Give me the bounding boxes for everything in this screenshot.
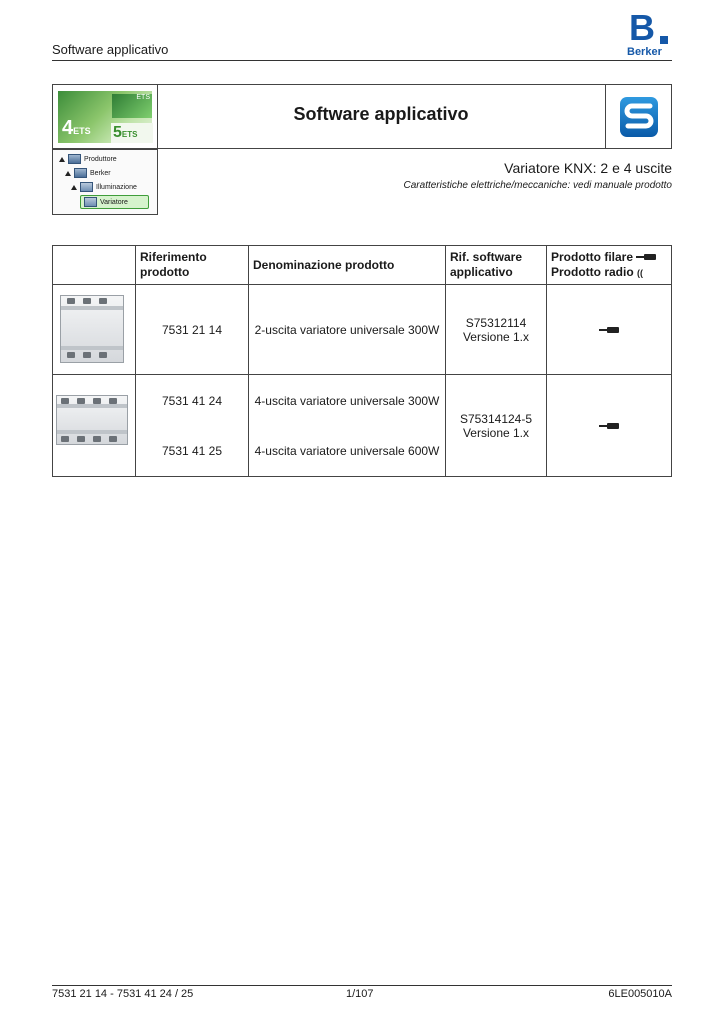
- expand-triangle-icon: [71, 185, 77, 190]
- col-header-type: Prodotto filare Prodotto radio ((: [547, 246, 672, 285]
- footer-product-refs: 7531 21 14 - 7531 41 24 / 25: [52, 988, 194, 1000]
- software-ref: S75312114: [465, 315, 527, 330]
- software-ref-cell: [446, 375, 547, 477]
- ets-logo-image: ETS 4ETS 5ETS: [58, 91, 152, 143]
- tree-item-produttore[interactable]: Produttore: [59, 154, 117, 164]
- product-type-cell: [547, 285, 672, 375]
- wired-plug-icon: [599, 327, 619, 333]
- col-header-ref: Riferimento prodotto: [136, 246, 249, 285]
- dimmer-2ch-image: [60, 295, 124, 363]
- tree-item-variatore[interactable]: Variatore: [80, 195, 149, 209]
- expand-triangle-icon: [59, 157, 65, 162]
- ets-catalog-tree: [52, 149, 158, 215]
- folder-icon: [74, 168, 87, 178]
- footer-doc-code: 6LE005010A: [608, 988, 672, 1000]
- table-row: [53, 375, 672, 427]
- product-ref: 7531 41 25: [136, 427, 249, 477]
- wired-plug-icon: [599, 423, 619, 429]
- product-image-cell: [53, 375, 136, 477]
- product-table: [52, 245, 672, 477]
- expand-triangle-icon: [65, 171, 71, 176]
- product-subtitle: Variatore KNX: 2 e 4 uscite: [504, 160, 672, 176]
- col-header-name: Denominazione prodotto: [249, 246, 446, 285]
- book-icon: [84, 197, 97, 207]
- ets4-label: 4ETS: [62, 117, 91, 139]
- software-s-logo-cell: [605, 85, 672, 148]
- product-type-cell: [547, 375, 672, 477]
- ets-logo-cell: [53, 85, 158, 148]
- radio-signal-icon: ((: [637, 267, 644, 278]
- product-name: 4-uscita variatore universale 300W: [249, 375, 446, 427]
- software-s-logo-icon: [606, 85, 672, 148]
- product-note: Caratteristiche elettriche/meccaniche: vedi manuale prodotto: [403, 180, 672, 191]
- header-divider: [52, 60, 672, 61]
- software-ref: S75314124-5: [459, 411, 533, 426]
- table-header-row: [53, 246, 672, 285]
- berker-logo: [626, 7, 672, 58]
- product-image-cell: [53, 285, 136, 375]
- berker-logo-letter: B: [629, 7, 654, 48]
- berker-logo-word: Berker: [627, 46, 662, 58]
- product-ref: 7531 41 24: [136, 375, 249, 427]
- software-version: Versione 1.x: [462, 329, 530, 344]
- product-ref: 7531 21 14: [136, 285, 249, 375]
- wired-plug-icon: [636, 254, 656, 260]
- ets5-label: 5ETS: [111, 123, 153, 143]
- book-icon: [80, 182, 93, 192]
- dimmer-4ch-image: [56, 395, 128, 445]
- table-row: [53, 285, 672, 375]
- footer-divider: [52, 985, 672, 986]
- product-name: 4-uscita variatore universale 600W: [249, 427, 446, 477]
- folder-icon: [68, 154, 81, 164]
- summary-header-row: [52, 84, 672, 149]
- page-header-title: Software applicativo: [52, 42, 169, 57]
- col-header-software: Rif. software applicativo: [446, 246, 547, 285]
- software-ref-cell: [446, 285, 547, 375]
- summary-title: Software applicativo: [293, 104, 469, 124]
- tree-item-illuminazione[interactable]: Illuminazione: [71, 182, 137, 192]
- tree-item-berker[interactable]: Berker: [65, 168, 111, 178]
- software-summary-box: [52, 84, 672, 214]
- software-version: Versione 1.x: [462, 425, 530, 440]
- footer-page-number: 1/107: [346, 988, 374, 1000]
- product-name: 2-uscita variatore universale 300W: [249, 285, 446, 375]
